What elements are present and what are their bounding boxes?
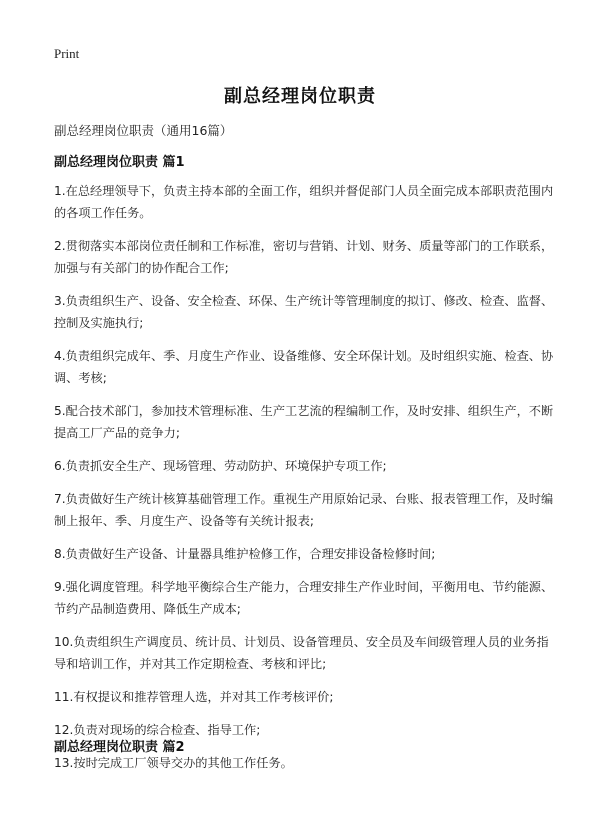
duty-item: 7.负责做好生产统计核算基础管理工作。重视生产用原始记录、台账、报表管理工作，及时编制上报年、季、月度生产、设备等有关统计报表; (54, 492, 554, 528)
duty-item: 13.按时完成工厂领导交办的其他工作任务。 (54, 756, 293, 770)
duty-item: 2.贯彻落实本部岗位责任制和工作标准，密切与营销、计划、财务、质量等部门的工作联系，加强与有关部门的协作配合工作; (54, 239, 554, 275)
duty-item: 1.在总经理领导下，负责主持本部的全面工作，组织并督促部门人员全面完成本部职责范围内的各项工作任务。 (54, 184, 554, 220)
section-heading-1: 副总经理岗位职责 篇1 (54, 155, 185, 170)
duty-item: 9.强化调度管理。科学地平衡综合生产能力，合理安排生产作业时间，平衡用电、节约能源、节约产品制造费用、降低生产成本; (54, 580, 554, 616)
print-link[interactable]: Print (54, 46, 80, 61)
duty-list (54, 180, 554, 785)
duty-item: 5.配合技术部门，参加技术管理标准、生产工艺流的程编制工作，及时安排、组织生产，不断提高工厂产品的竞争力; (54, 404, 554, 440)
page-title: 副总经理岗位职责 (224, 86, 376, 107)
duty-item: 8.负责做好生产设备、计量器具维护检修工作，合理安排设备检修时间; (54, 547, 436, 561)
duty-item: 4.负责组织完成年、季、月度生产作业、设备维修、安全环保计划。及时组织实施、检查、协调、考核; (54, 349, 554, 385)
duty-item: 11.有权提议和推荐管理人选，并对其工作考核评价; (54, 690, 334, 704)
section-heading-2: 副总经理岗位职责 篇2 (54, 740, 185, 755)
duty-item: 6.负责抓安全生产、现场管理、劳动防护、环境保护专项工作; (54, 459, 387, 473)
duty-item: 12.负责对现场的综合检查、指导工作; (54, 723, 261, 737)
document-subtitle: 副总经理岗位职责（通用16篇） (54, 123, 233, 138)
duty-item: 3.负责组织生产、设备、安全检查、环保、生产统计等管理制度的拟订、修改、检查、监督、控制及实施执行; (54, 294, 554, 330)
duty-item: 10.负责组织生产调度员、统计员、计划员、设备管理员、安全员及车间级管理人员的业务指导和培训工作，并对其工作定期检查、考核和评比; (54, 635, 549, 671)
